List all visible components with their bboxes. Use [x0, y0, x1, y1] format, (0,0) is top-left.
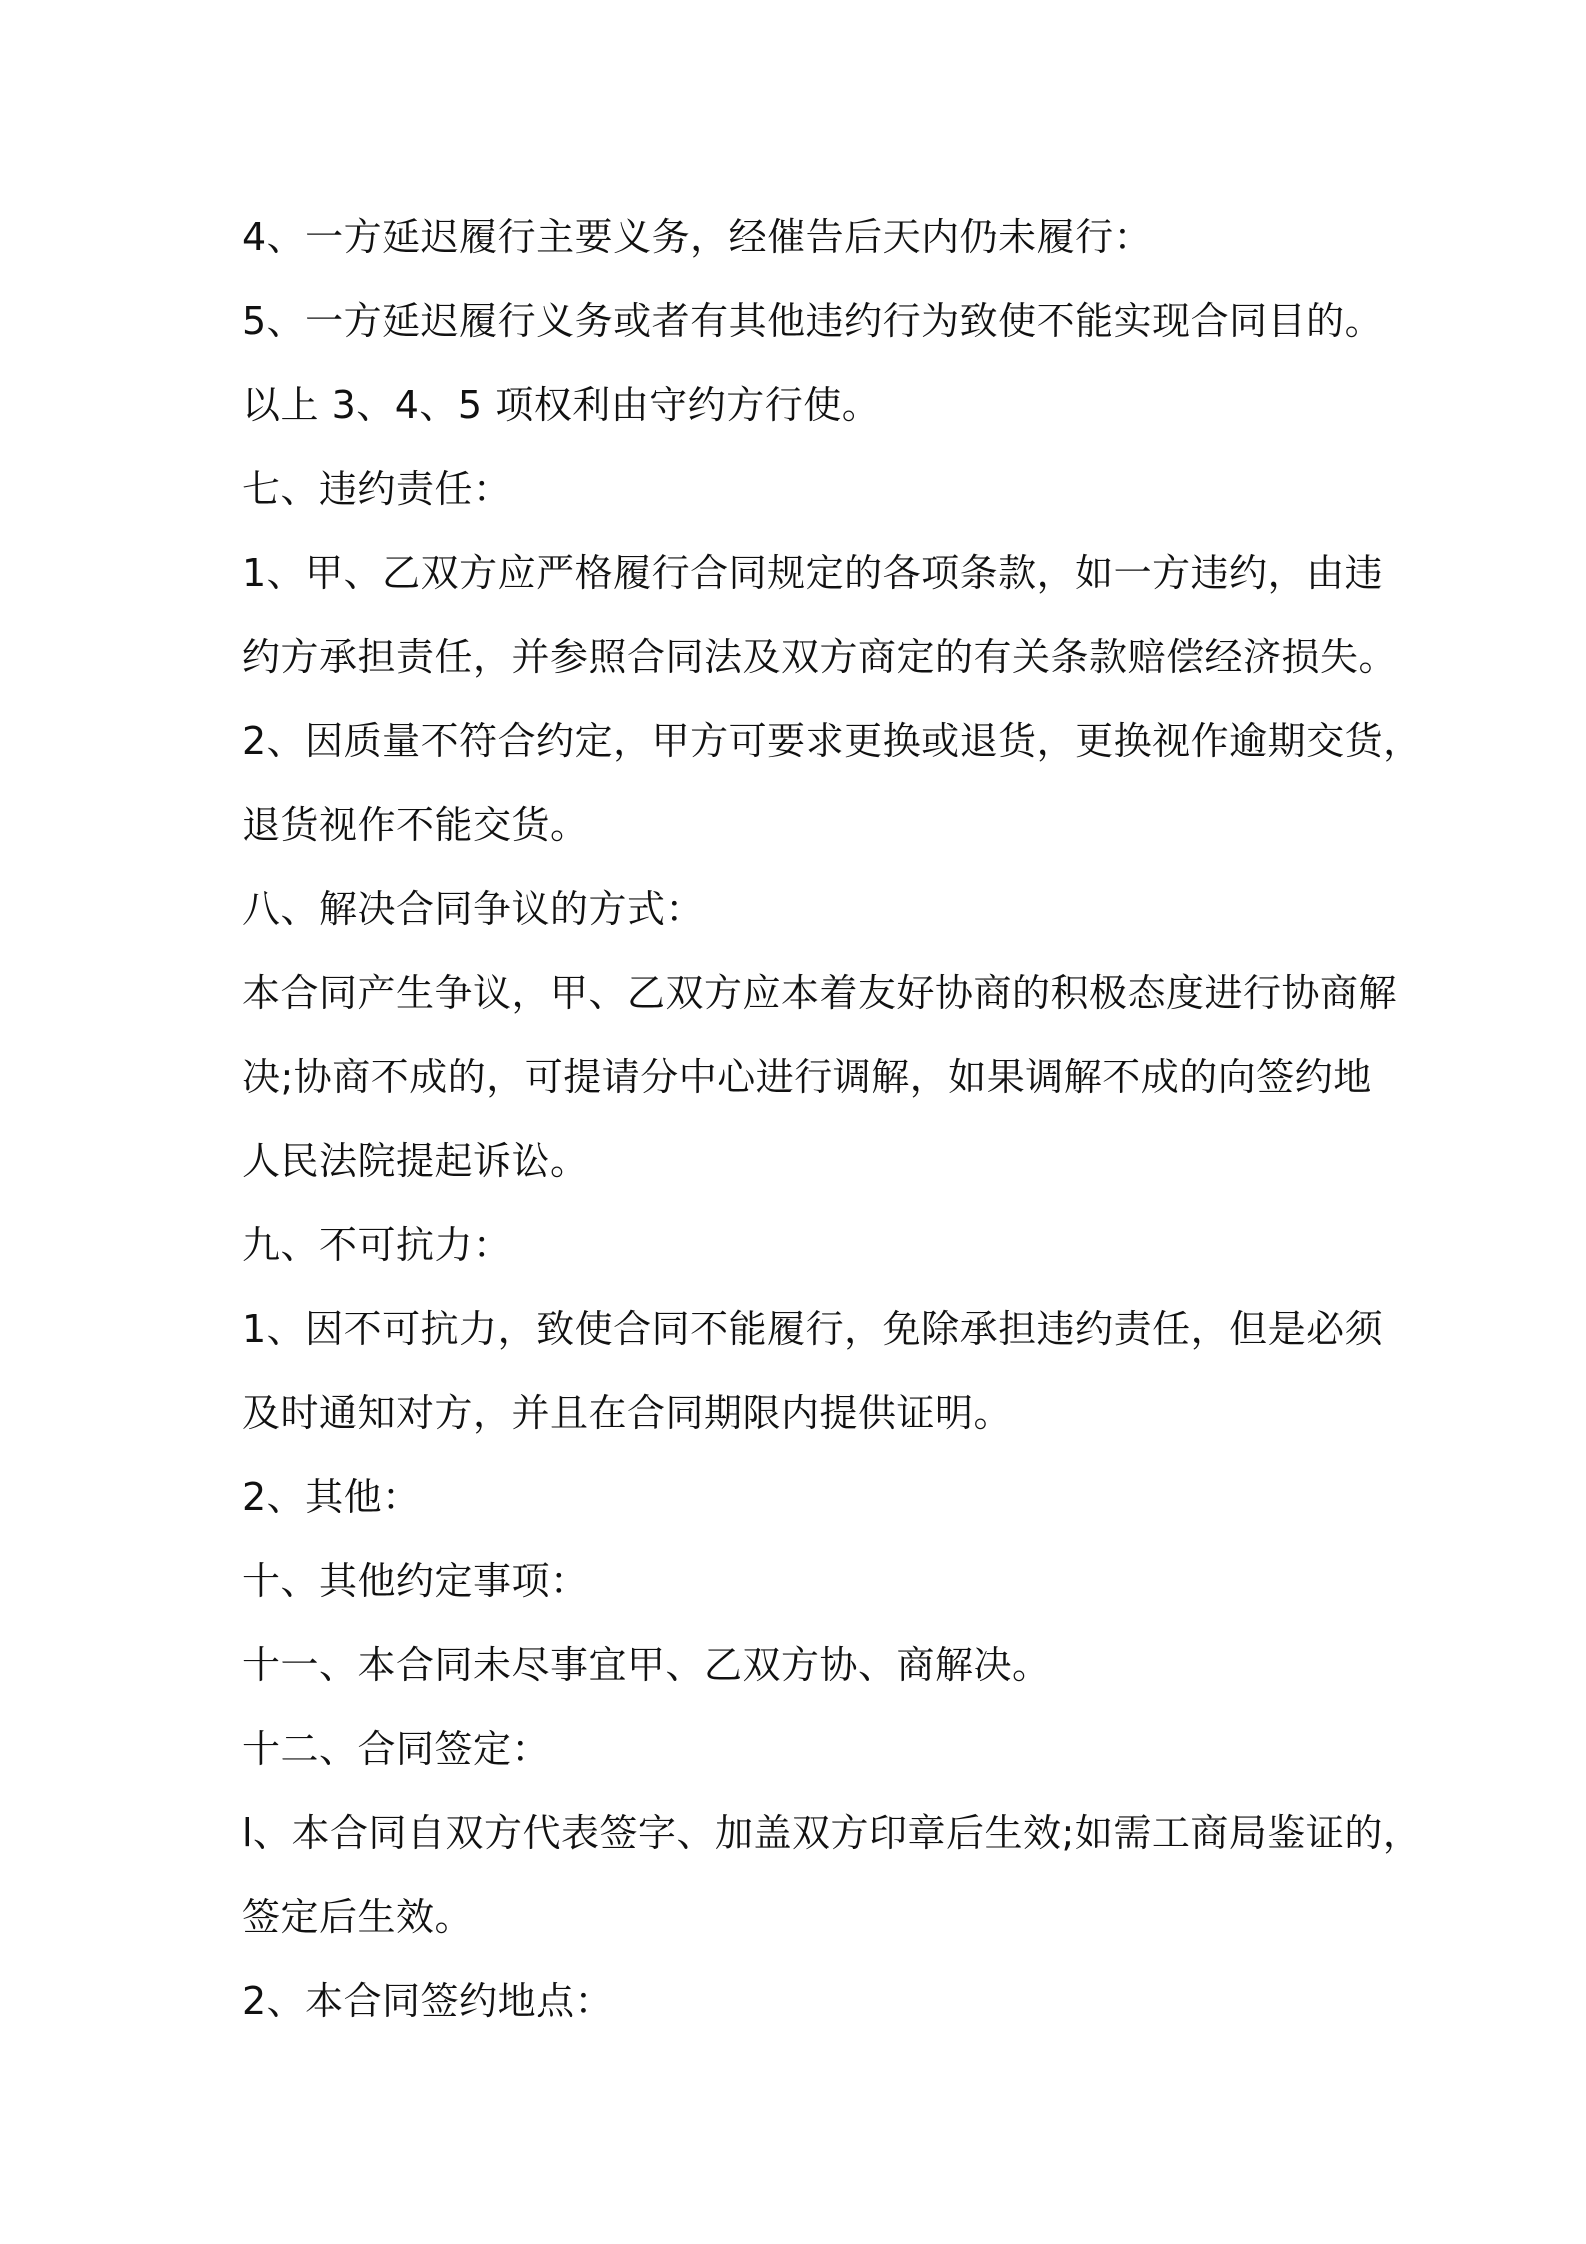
clause-4-delay-main-obligation: 4、一方延迟履行主要义务，经催告后天内仍未履行： — [242, 215, 1153, 259]
section-9-heading: 九、不可抗力： — [242, 1223, 512, 1267]
section-7-heading: 七、违约责任： — [242, 467, 512, 511]
section-11-text: 十一、本合同未尽事宜甲、乙双方协、商解决。 — [242, 1643, 1051, 1687]
section-7-item-2-line-2: 退货视作不能交货。 — [242, 803, 589, 847]
section-9-item-1-line-2: 及时通知对方，并且在合同期限内提供证明。 — [242, 1391, 1013, 1435]
section-9-item-1-line-1: 1、因不可抗力，致使合同不能履行，免除承担违约责任，但是必须 — [242, 1307, 1384, 1351]
section-8-text-line-1: 本合同产生争议，甲、乙双方应本着友好协商的积极态度进行协商解 — [242, 971, 1398, 1015]
document-body — [242, 195, 1422, 2043]
section-8-heading: 八、解决合同争议的方式： — [242, 887, 705, 931]
section-12-item-1-line-1: l、本合同自双方代表签字、加盖双方印章后生效;如需工商局鉴证的， — [242, 1811, 1422, 1855]
section-8-text-line-2: 决;协商不成的，可提请分中心进行调解，如果调解不成的向签约地 — [242, 1055, 1372, 1099]
section-12-item-2: 2、本合同签约地点： — [242, 1979, 614, 2023]
section-9-item-2: 2、其他： — [242, 1475, 421, 1519]
section-7-item-2-line-1: 2、因质量不符合约定，甲方可要求更换或退货，更换视作逾期交货， — [242, 719, 1422, 763]
section-12-heading: 十二、合同签定： — [242, 1727, 551, 1771]
rights-exercise-note: 以上 3、4、5 项权利由守约方行使。 — [242, 383, 881, 427]
section-10-heading: 十、其他约定事项： — [242, 1559, 589, 1603]
section-7-item-1-line-2: 约方承担责任，并参照合同法及双方商定的有关条款赔偿经济损失。 — [242, 635, 1398, 679]
section-12-item-1-line-2: 签定后生效。 — [242, 1895, 474, 1939]
section-7-item-1-line-1: 1、甲、乙双方应严格履行合同规定的各项条款，如一方违约，由违 — [242, 551, 1384, 595]
clause-5-delay-or-breach: 5、一方延迟履行义务或者有其他违约行为致使不能实现合同目的。 — [242, 299, 1384, 343]
section-8-text-line-3: 人民法院提起诉讼。 — [242, 1139, 589, 1183]
